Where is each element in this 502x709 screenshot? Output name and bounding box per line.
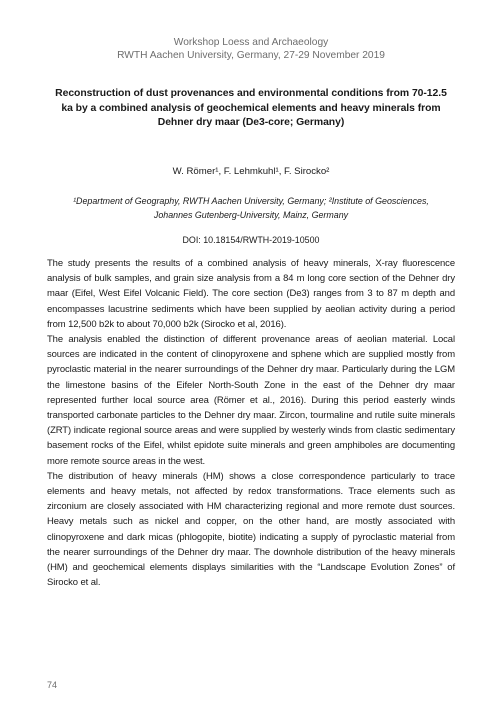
paragraph: The analysis enabled the distinction of different provenance areas of aeolian material. Local sources are indicated in the content of clinopyroxene and sphene which are supplied mostly from pyroclastic material in the nearer surroundings of the Dehner dry maar. Particularly during the LGM the limestone basins of the Eifeler North-South Zone in the east of the Dehner dry maar represented further local source area (Römer et al., 2016). During this period easterly winds transported carbonate particles to the Dehner dry maar. Zircon, tourmaline and rutile suite minerals (ZRT) indicate regional source areas and were supplied by westerly winds from clastic sedimentary basement rocks of the Eifel, whilst epidote suite minerals and green amphiboles are documenting more remote source areas in the west. [47,334,455,467]
running-header [0,37,502,62]
doi: DOI: 10.18154/RWTH-2019-10500 [182,235,320,245]
header-workshop-name: Workshop Loess and Archaeology [173,37,329,48]
paragraph: The distribution of heavy minerals (HM) shows a close correspondence particularly to trace elements and heavy metals, not affected by redox transformations. Trace elements such as zirconium are closely associated with HM characterizing regional and more remote dust sources. Heavy metals such as nickel and copper, on the other hand, are mostly associated with clinopyroxene and dark micas (phlogopite, biotite) indicating a supply of pyroclastic material from the nearer surroundings of the Dehner dry maar. The downhole distribution of the heavy minerals (HM) and geochemical elements displays similarities with the “Landscape Evolution Zones” of Sirocko et al. [47,470,455,589]
author-list: W. Römer¹, F. Lehmkuhl¹, F. Sirocko² [172,166,330,177]
page-number: 74 [47,680,58,690]
paper-title: Reconstruction of dust provenances and environmental conditions from 70-12.5 ka by a combined analysis of geochemical elements and heavy minerals from Dehner dry maar (De3-core; Germany) [55,88,447,129]
affiliations: ¹Department of Geography, RWTH Aachen University, Germany; ²Institute of Geosciences, Johannes Gutenberg-University, Mainz, Germany [73,196,429,220]
abstract-body [47,256,455,590]
paragraph: The study presents the results of a combined analysis of heavy minerals, X-ray fluorescence analysis of bulk samples, and grain size analysis from a 84 m long core section of the Dehner dry maar (Eifel, West Eifel Volcanic Field). The core section (De3) ranges from 3 to 87 m depth and encompasses lacustrine sediments which have been supplied by aeolian activity during a period from 12,500 b2k to about 70,000 b2k (Sirocko et al, 2016). [47,258,455,330]
header-venue-date: RWTH Aachen University, Germany, 27-29 November 2019 [117,49,385,61]
